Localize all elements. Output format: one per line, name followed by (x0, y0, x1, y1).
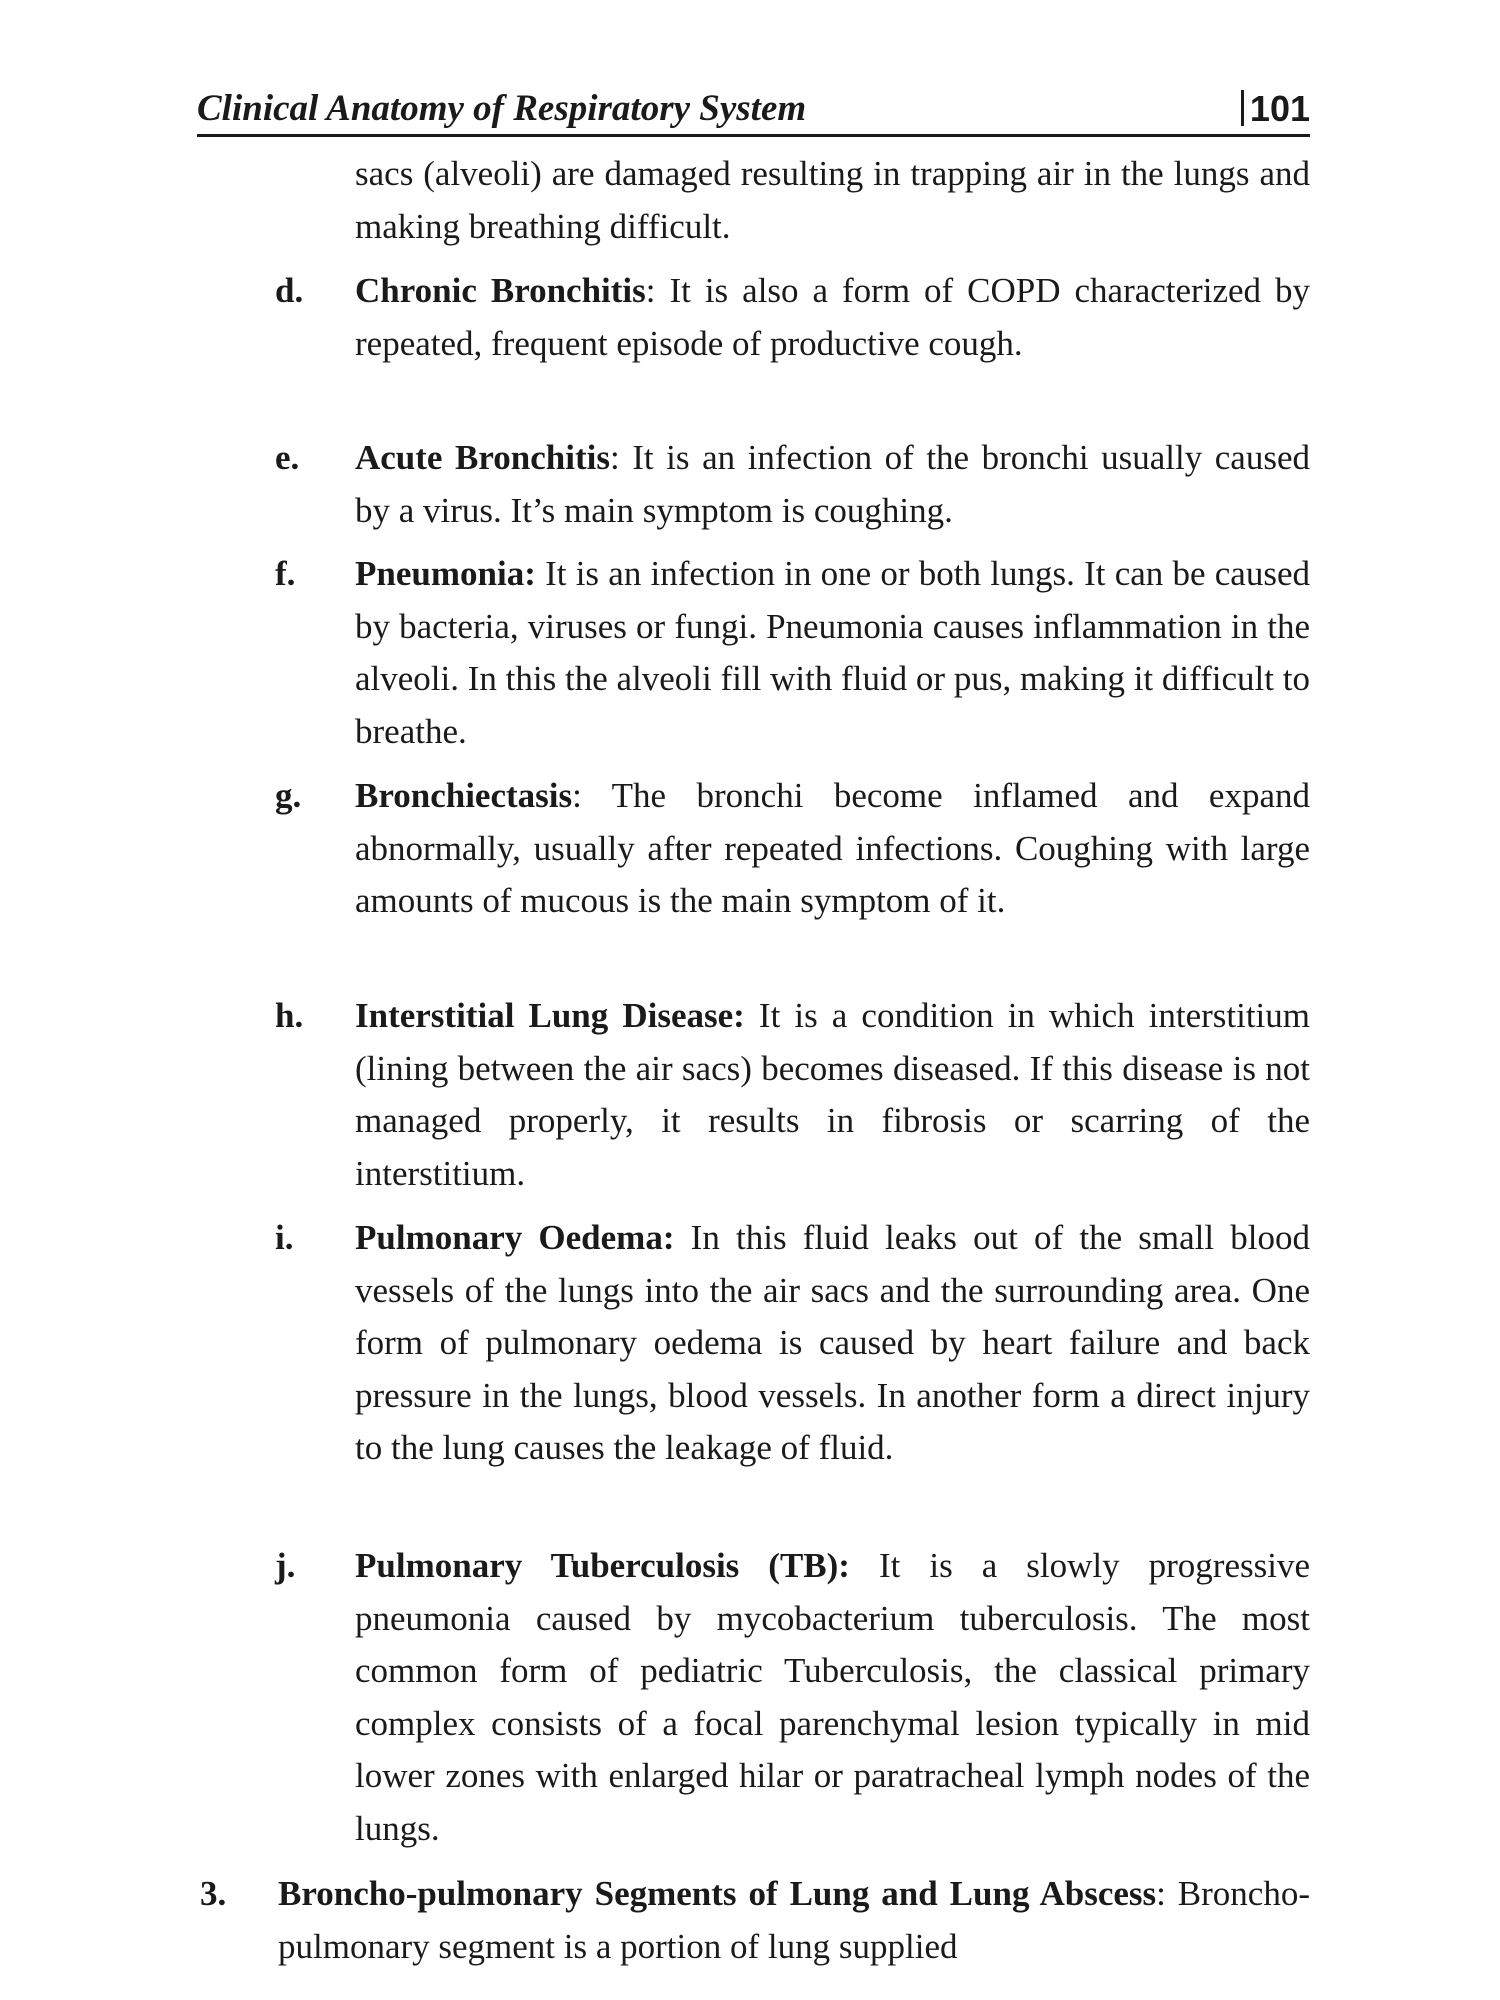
running-header (197, 82, 1310, 137)
item-term: Pulmonary Oedema: (355, 1218, 675, 1257)
item-body (355, 432, 1310, 537)
section-body (278, 1868, 1310, 1973)
page-number (1241, 88, 1310, 130)
page-number-value: 101 (1249, 88, 1310, 129)
chapter-title: Clinical Anatomy of Respiratory System (197, 88, 807, 129)
intro-continuation: sacs (alveoli) are damaged resulting in trapping air in the lungs and making breathing difficult. (355, 154, 1310, 246)
item-marker: h. (275, 996, 304, 1035)
item-term: Acute Bronchitis (355, 438, 610, 477)
item-description: : It is also a form of COPD characterized by repeated, frequent episode of productive cough. (355, 271, 1310, 363)
item-description: : It is an infection of the bronchi usually caused by a virus. It’s main symptom is coughing. (355, 438, 1310, 530)
page-number-divider (1241, 90, 1244, 126)
item-body (355, 1212, 1310, 1475)
item-body (355, 548, 1310, 758)
item-description: It is a condition in which interstitium (lining between the air sacs) becomes diseased. If this disease is not managed properly, it results in fibrosis or scarring of the interstitium. (355, 996, 1311, 1193)
item-body (355, 1540, 1310, 1855)
item-marker: i. (275, 1218, 294, 1257)
item-term: Pneumonia: (355, 554, 536, 593)
item-description: In this fluid leaks out of the small blood vessels of the lungs into the air sacs and the surrounding area. One form of pulmonary oedema is caused by heart failure and back pressure in the lungs, blood vessels. In another form a direct injury to the lung causes the leakage of fluid. (355, 1218, 1311, 1467)
item-term: Chronic Bronchitis (355, 271, 646, 310)
section-heading: Broncho-pulmonary Segments of Lung and Lung Abscess (278, 1874, 1157, 1913)
item-marker: e. (275, 438, 300, 477)
item-term: Interstitial Lung Disease: (355, 996, 745, 1035)
item-body (355, 770, 1310, 928)
item-marker: j. (275, 1546, 296, 1585)
item-description: It is an infection in one or both lungs. It can be caused by bacteria, viruses or fungi. Pneumonia causes inflammation in the alveoli. In this the alveoli fill with fluid or pus, making it difficult to breathe. (355, 554, 1310, 751)
item-marker: f. (275, 554, 296, 593)
section-number: 3. (200, 1874, 227, 1913)
item-description: It is a slowly progressive pneumonia caused by mycobacterium tuberculosis. The most common form of pediatric Tuberculosis, the classical primary complex consists of a focal parenchymal lesion typically in mid lower zones with enlarged hilar or paratracheal lymph nodes of the lungs. (355, 1546, 1310, 1848)
item-body (355, 990, 1310, 1200)
item-description: : The bronchi become inflamed and expand abnormally, usually after repeated infections. Coughing with large amounts of mucous is the main symptom of it. (355, 776, 1310, 920)
item-body (355, 265, 1310, 370)
item-marker: d. (275, 271, 304, 310)
item-term: Bronchiectasis (355, 776, 573, 815)
section-intro: : Broncho-pulmonary segment is a portion of lung supplied (278, 1874, 1310, 1966)
item-term: Pulmonary Tuberculosis (TB): (355, 1546, 850, 1585)
item-marker: g. (275, 776, 302, 815)
